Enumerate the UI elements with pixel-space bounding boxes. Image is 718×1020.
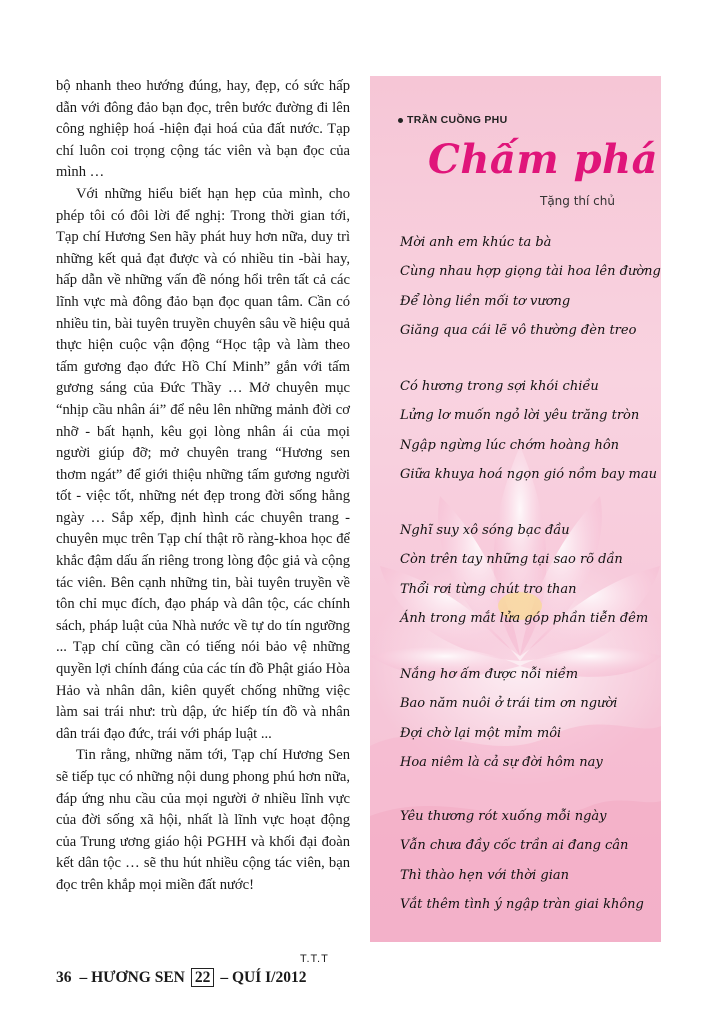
poem-line: Cùng nhau hợp giọng tài hoa lên đường — [400, 264, 661, 280]
poem-line: Ngập ngừng lúc chớm hoàng hôn — [400, 437, 620, 453]
page-footer — [56, 968, 356, 987]
issue-number: 22 — [191, 968, 215, 987]
poem-line: Ánh trong mắt lửa góp phần tiễn đêm — [400, 611, 649, 627]
poem-title: Chấm phá — [428, 136, 659, 183]
poem-line: Vẫn chưa đầy cốc trần ai đang cân — [400, 838, 629, 854]
article-paragraph: bộ nhanh theo hướng đúng, hay, đẹp, có sức hấp dẫn với đông đảo bạn đọc, trên bước đường đi lên công nghiệp hoá -hiện đại hoá của đất nước. Tạp chí luôn coi trọng cộng tác viên và bạn đọc của mình … — [56, 78, 350, 181]
poem-line: Hoa niêm là cả sự đời hôm nay — [400, 755, 603, 771]
poem-line: Thổi rơi từng chút tro than — [400, 581, 577, 597]
poem-stanza — [400, 516, 655, 634]
poem-stanza — [400, 802, 655, 920]
poem-line: Giữa khuya hoá ngọn gió nồm bay mau — [400, 467, 657, 483]
poem-line: Bao năm nuôi ở trái tim ơn người — [400, 696, 618, 712]
author-name: TRẦN CUỒNG PHU — [407, 114, 508, 126]
poem-line: Nắng hơ ấm được nỗi niềm — [400, 667, 579, 682]
issue-quarter: – QUÍ I/2012 — [220, 968, 307, 986]
page-number: 36 — [56, 968, 72, 986]
poem-line: Đợi chờ lại một mỉm môi — [400, 725, 562, 741]
poem-line: Lửng lơ muốn ngỏ lời yêu trăng tròn — [400, 408, 640, 424]
bullet-icon — [398, 118, 403, 123]
poem-line: Mời anh em khúc ta bà — [400, 235, 552, 250]
poem-author — [398, 114, 507, 126]
poem-line: Có hương trong sợi khói chiều — [400, 379, 599, 394]
poem-line: Còn trên tay những tại sao rõ dần — [400, 552, 623, 568]
magazine-name: – HƯƠNG SEN — [79, 968, 185, 986]
poem-stanza — [400, 372, 655, 490]
poem-stanza — [400, 660, 655, 778]
poem-stanza — [400, 228, 661, 346]
article-signature: T.T.T — [300, 953, 329, 965]
poem-dedication: Tặng thí chủ — [540, 194, 615, 208]
poem-panel — [370, 76, 661, 942]
poem-line: Giăng qua cái lẽ vô thường đèn treo — [400, 323, 637, 339]
poem-line: Nghĩ suy xô sóng bạc đầu — [400, 523, 570, 538]
article-text — [56, 76, 350, 897]
article-paragraph: Với những hiểu biết hạn hẹp của mình, cho phép tôi có đôi lời để nghị: Trong thời gian tới, Tạp chí Hương Sen hãy phát huy hơn nữa, duy trì những kết quả đạt được và có nhiều tin -bài hay, hấp dẫn về những vấn đề nóng hổi trên tất cả các lĩnh vực mà đông đảo bạn đọc quan tâm. Cần có nhiều tin, bài tuyên truyền chuyên sâu về hiệu quả thực hiện cuộc vận động “Học tập và làm theo tấm gương đạo đức Hồ Chí Minh” gắn với tấm gương sáng của Đức Thầy … Mở chuyên mục “nhịp cầu nhân ái” để nêu lên những mảnh đời cơ nhỡ - bất hạnh, kêu gọi lòng nhân ái của mọi người giúp đỡ; mở chuyên trang “Hương sen thơm ngát” để giới thiệu những tấm gương người tốt - việc tốt, những nét đẹp trong đời sống hằng ngày … Sắp xếp, định hình các chuyên trang - chuyên mục trên Tạp chí thật rõ ràng-khoa học để khắc đậm dấu ấn riêng trong lòng độc giả và cộng tác viên. Bên cạnh những tin, bài tuyên truyền về tôn chỉ mục đích, đạo pháp và dân tộc, các chính sách, pháp luật của Nhà nước về tự do tín ngưỡng ... Tạp chí cũng cần có tiếng nói bảo vệ những quyền lợi chính đáng của các tín đồ Phật giáo Hòa Hảo và nhân dân, kiên quyết chống những việc làm sai trái như: trù dập, ức hiếp tín đồ và nhân dân trái đạo đức, trái với pháp luật ... — [56, 185, 350, 742]
poem-line: Yêu thương rót xuống mỗi ngày — [400, 809, 607, 824]
poem-line: Để lòng liền mối tơ vương — [400, 293, 571, 309]
poem-line: Thì thào hẹn với thời gian — [400, 867, 569, 883]
poem-line: Vắt thêm tình ý ngập tràn giai không — [400, 897, 644, 913]
article-paragraph: Tin rằng, những năm tới, Tạp chí Hương Sen sẽ tiếp tục có những nội dung phong phú hơn nữa, đáp ứng nhu cầu của mọi người ở nhiều lĩnh vực của đời sống xã hội, nhất là lĩnh vực hoạt động của Trung ương giáo hội PGHH và khối đại đoàn kết dân tộc … sẽ thu hút nhiều cộng tác viên, bạn đọc trên khắp mọi miền đất nước! — [56, 747, 350, 893]
